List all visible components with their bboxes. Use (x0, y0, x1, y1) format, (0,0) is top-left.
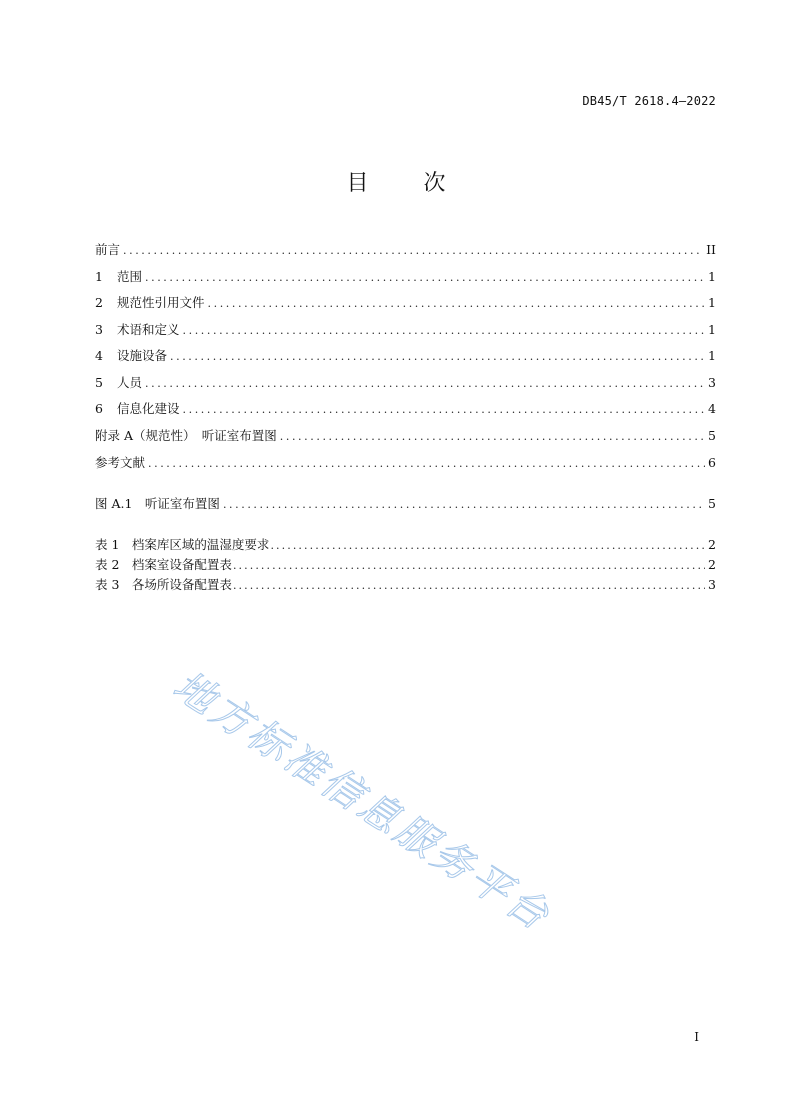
toc-label: 表 1 档案库区域的温湿度要求 (95, 537, 270, 552)
toc-leader (183, 403, 705, 416)
toc-leader (123, 244, 703, 257)
toc-entry-table-3[interactable] (95, 575, 716, 593)
toc-page: 6 (708, 455, 716, 470)
toc-label: 附录 A（规范性） 听证室布置图 (95, 428, 277, 443)
toc-entry-table-1[interactable] (95, 535, 716, 553)
toc-page: 3 (708, 375, 716, 390)
toc-page: 2 (708, 537, 716, 552)
toc-entry-informatization[interactable] (95, 399, 716, 417)
toc-entry-figure-a1[interactable] (95, 494, 716, 512)
toc-leader (145, 377, 705, 390)
toc-label: 参考文献 (95, 455, 146, 470)
watermark: 地方标准信息服务平台 (165, 662, 560, 941)
page-title (0, 166, 792, 197)
toc-label: 设施设备 (117, 348, 168, 363)
toc-leader (183, 324, 705, 337)
toc-page: 1 (708, 269, 716, 284)
toc-leader (233, 579, 705, 592)
toc-page: 5 (708, 496, 716, 511)
toc-num: 6 (95, 401, 103, 416)
toc-label: 前言 (95, 242, 121, 257)
toc-leader (170, 350, 705, 363)
toc-page: 4 (708, 401, 716, 416)
toc-num: 3 (95, 322, 103, 337)
toc-leader (270, 539, 705, 552)
toc-num: 2 (95, 295, 103, 310)
toc-entry-foreword[interactable] (95, 240, 716, 258)
toc-entry-appendix-a[interactable] (95, 426, 716, 444)
toc-leader (145, 271, 705, 284)
toc-label: 图 A.1 听证室布置图 (95, 496, 220, 511)
toc-leader (223, 498, 705, 511)
page-number: I (694, 1030, 699, 1044)
toc-label: 术语和定义 (117, 322, 180, 337)
standard-code: DB45/T 2618.4—2022 (582, 94, 716, 108)
toc-page: 5 (708, 428, 716, 443)
toc-page: 3 (708, 577, 716, 592)
toc-page: II (706, 242, 716, 257)
toc-label: 信息化建设 (117, 401, 180, 416)
toc-label: 表 3 各场所设备配置表 (95, 577, 232, 592)
toc-leader (148, 457, 705, 470)
toc-leader (280, 430, 705, 443)
toc-label: 表 2 档案室设备配置表 (95, 557, 232, 572)
toc-leader (208, 297, 705, 310)
toc-entry-table-2[interactable] (95, 555, 716, 573)
toc-leader (233, 559, 705, 572)
toc-entry-personnel[interactable] (95, 373, 716, 391)
toc-num: 4 (95, 348, 103, 363)
toc-page: 2 (708, 557, 716, 572)
toc-entry-normative-references[interactable] (95, 293, 716, 311)
toc-num: 5 (95, 375, 103, 390)
toc-entry-scope[interactable] (95, 267, 716, 285)
toc-label: 人员 (117, 375, 143, 390)
toc-entry-facilities[interactable] (95, 346, 716, 364)
title-char-1: 目 (346, 171, 369, 196)
title-char-2: 次 (423, 171, 446, 196)
toc-num: 1 (95, 269, 103, 284)
toc-page: 1 (708, 322, 716, 337)
toc-page: 1 (708, 348, 716, 363)
toc-entry-terms[interactable] (95, 320, 716, 338)
toc-label: 范围 (117, 269, 143, 284)
toc-entry-bibliography[interactable] (95, 453, 716, 471)
toc-label: 规范性引用文件 (117, 295, 205, 310)
toc-page: 1 (708, 295, 716, 310)
